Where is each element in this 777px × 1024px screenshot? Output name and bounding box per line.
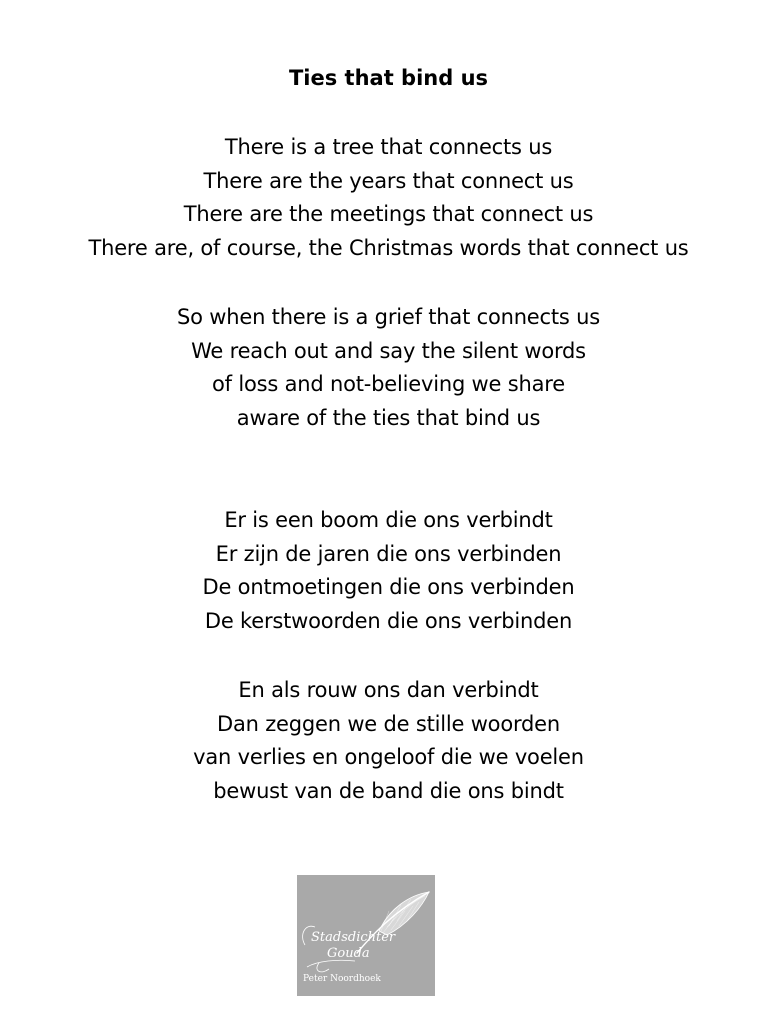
- poem-line: There are, of course, the Christmas words that connect us: [88, 236, 689, 261]
- poem-line: Er is een boom die ons verbindt: [224, 508, 553, 532]
- poem-line: bewust van de band die ons bindt: [213, 779, 564, 804]
- poem-line: De kerstwoorden die ons verbinden: [204, 609, 573, 634]
- poem-line: aware of the ties that bind us: [236, 406, 541, 431]
- logo-script-lettering: [311, 930, 396, 961]
- poem-line: There are the meetings that connect us: [183, 202, 594, 227]
- stanza-english-2: [0, 301, 777, 436]
- stanza-dutch-2: [0, 674, 777, 809]
- svg-text:Gouda: Gouda: [327, 946, 370, 961]
- stadsdichter-logo: [297, 875, 435, 996]
- poem-line: van verlies en ongeloof die we voelen: [193, 745, 584, 770]
- stanza-english-1: [0, 131, 777, 266]
- stanza-dutch-1: [0, 504, 777, 639]
- poem-line: There is a tree that connects us: [224, 135, 553, 159]
- poem-line: Dan zeggen we de stille woorden: [217, 711, 560, 736]
- svg-text:Stadsdichter: Stadsdichter: [311, 930, 396, 945]
- poem-line: So when there is a grief that connects us: [177, 305, 600, 329]
- poem-line: De ontmoetingen die ons verbinden: [202, 575, 575, 600]
- poem-line: We reach out and say the silent words: [191, 338, 586, 363]
- logo-author-name: Peter Noordhoek: [303, 974, 381, 984]
- poem-line: En als rouw ons dan verbindt: [238, 678, 539, 702]
- poem-title: Ties that bind us: [288, 66, 489, 90]
- poem-line: of loss and not-believing we share: [212, 372, 565, 397]
- poem-line: Er zijn de jaren die ons verbinden: [215, 541, 562, 566]
- poem-line: There are the years that connect us: [203, 168, 574, 193]
